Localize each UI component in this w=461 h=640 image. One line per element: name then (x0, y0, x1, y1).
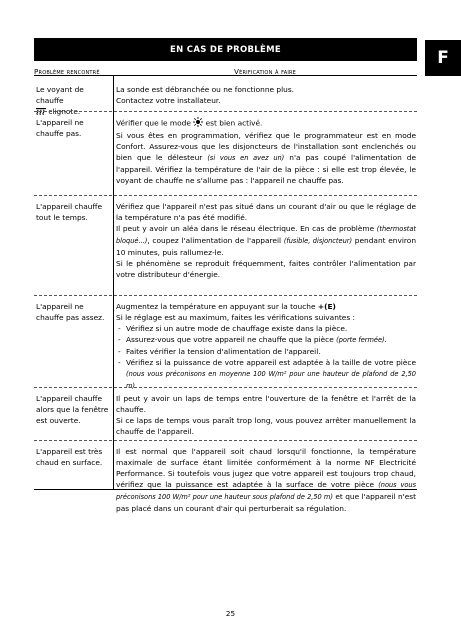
check-text: Il est normal que l'appareil soit chaud lorsqu'il fonctionne, la température maximale de surface étant limitée conformément à la norme NF Electricité Performance. Si toutefois vous jugez que votre appareil est toujours trop chaud, vérifiez que la puissance est adaptée à la surface de votre pièce (116, 447, 416, 489)
check-text: Augmentez la température en appuyant sur la touche (116, 302, 316, 311)
check-note: (fusible, disjoncteur) (283, 237, 353, 245)
check-cell (116, 84, 416, 106)
check-cell (116, 117, 416, 186)
check-text: Il peut y avoir un laps de temps entre l'ouverture de la fenêtre et l'arrêt de la chauffe. (116, 394, 416, 414)
check-text: Si vous êtes en programmation, vérifiez que le programmateur est en mode Confort. Assurez-vous que les disjoncteurs de l'installation sont enclenchés ou bien que le délesteur (116, 131, 416, 162)
row-divider (34, 111, 417, 112)
problem-text: L'appareil ne chauffe pas assez. (36, 302, 105, 322)
row-divider (34, 387, 417, 388)
row-divider (34, 295, 417, 296)
check-note: (si vous en avez un) (207, 154, 285, 162)
check-text: est bien activé. (205, 118, 263, 128)
problem-text: L'appareil chauffe alors que la fenêtre est ouverte. (36, 394, 109, 425)
problem-cell (36, 84, 112, 118)
check-text: Si le phénomène se reproduit fréquemment, faites contrôler l'alimentation par votre distributeur d'énergie. (116, 259, 416, 279)
check-text: , coupez l'alimentation de l'appareil (147, 236, 282, 245)
check-text: n'a pas coupé l'alimentation de l'appareil. Vérifiez la température de l'air de la pièce : si elle est trop élevée, le voyant de chauffe ne s'allume pas : l'appareil ne chauffe pas. (116, 153, 417, 185)
section-title: EN CAS DE PROBLÈME (34, 38, 417, 61)
check-note: (porte fermée). (336, 336, 387, 344)
page-number: 25 (225, 609, 236, 618)
check-text: Vérifier que le mode (116, 118, 191, 128)
check-cell (116, 301, 416, 392)
header-divider (34, 75, 417, 76)
problem-text: Le voyant de chauffe (36, 85, 84, 105)
problem-text: L'appareil chauffe tout le temps. (36, 202, 103, 222)
problem-text: clignote. (48, 107, 81, 116)
check-cell (116, 446, 416, 514)
check-text: et que l'appareil n'est pas placé dans un courant d'air qui perturberait sa régulation. (116, 492, 417, 513)
list-item: - Vérifiez si un autre mode de chauffage existe dans la pièce. (116, 323, 416, 334)
list-item (116, 334, 416, 346)
sun-icon (193, 117, 203, 130)
list-item: - Faites vérifier la tension d'alimentation de l'appareil. (116, 346, 416, 357)
check-note: (thermostat bloqué...) (116, 225, 416, 245)
check-text: Si le réglage est au maximum, faites les vérifications suivantes : (116, 313, 356, 322)
check-list (116, 323, 416, 392)
table-bottom-rule (34, 489, 417, 490)
check-text: Contactez votre installateur. (116, 96, 221, 105)
check-text: Assurez-vous que votre appareil ne chauffe que la pièce (126, 335, 334, 344)
language-tab: F (425, 40, 461, 76)
check-cell (116, 393, 416, 437)
check-note: (nous vous préconisons en moyenne 100 W/m² pour une hauteur de plafond de 2,50 m). (126, 370, 416, 390)
plus-key-label: +(E) (317, 302, 336, 311)
check-text: Vérifiez si la puissance de votre appareil est adaptée à la taille de votre pièce (126, 358, 416, 367)
column-divider (113, 75, 114, 489)
check-text: Il peut y avoir un aléa dans le réseau électrique. En cas de problème (116, 224, 375, 233)
check-note: (nous vous préconisons 100 W/m² pour une hauteur sous plafond de 2,50 m) (116, 481, 417, 501)
check-text: La sonde est débranchée ou ne fonctionne plus. (116, 85, 295, 94)
problem-text: L'appareil est très chaud en surface. (36, 447, 103, 467)
heat-indicator-icon (36, 107, 46, 118)
column-header-check: Vérification à faire (234, 67, 297, 76)
check-text: Si ce laps de temps vous paraît trop long, vous pouvez arrêter manuellement la chauffe de l'appareil. (116, 416, 416, 436)
check-text: Vérifiez que l'appareil n'est pas situé dans un courant d'air ou que le réglage de la température n'a pas été modifié. (116, 202, 416, 222)
row-divider (34, 195, 417, 196)
check-text: pendant environ 10 minutes, puis rallumez-le. (116, 236, 416, 257)
problem-text: L'appareil ne chauffe pas. (36, 118, 84, 138)
column-header-problem: Problème rencontré (34, 67, 100, 76)
row-divider (34, 440, 417, 441)
check-cell (116, 201, 416, 280)
